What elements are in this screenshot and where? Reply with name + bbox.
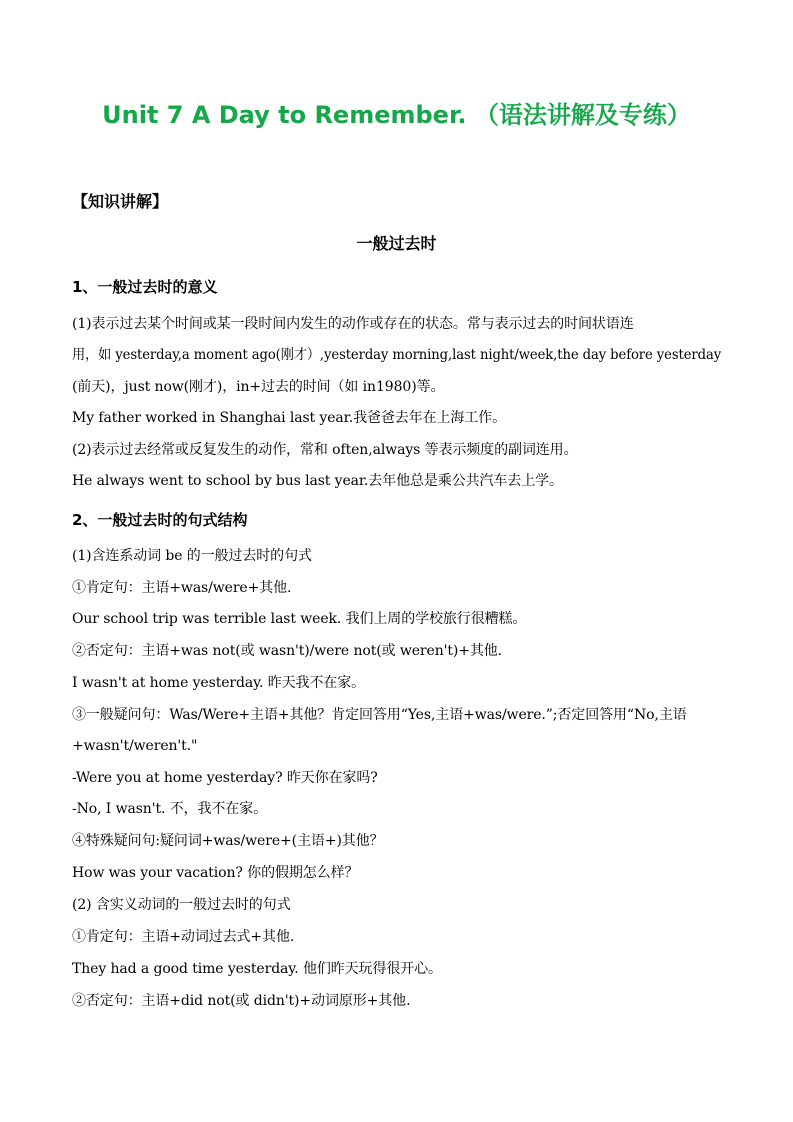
paragraph-line: ④特殊疑问句:疑问词+was/were+(主语+)其他？ (72, 833, 384, 849)
paragraph-line: +wasn't/weren't." (72, 738, 198, 754)
paragraph-line: (1)含连系动词 be 的一般过去时的句式 (72, 548, 312, 564)
paragraph-line: (2) 含实义动词的一般过去时的句式 (72, 897, 291, 913)
paragraph-line: (前天)，just now(刚才)，in+过去的时间（如 in1980)等。 (72, 379, 445, 395)
paragraph-line: (2)表示过去经常或反复发生的动作，常和 often,always 等表示频度的副词连用。 (72, 442, 578, 458)
page-title: Unit 7 A Day to Remember. （语法讲解及专练） (102, 101, 691, 129)
example-sentence: -No, I wasn't. 不，我不在家。 (72, 801, 267, 817)
topic-heading: 一般过去时 (356, 234, 437, 253)
paragraph-line: ③一般疑问句：Was/Were+主语+其他？肯定回答用“Yes,主语+was/were.”;否定回答用“No,主语 (72, 707, 687, 723)
example-sentence: My father worked in Shanghai last year.我爸爸去年在上海工作。 (72, 410, 506, 426)
example-sentence: I wasn't at home yesterday. 昨天我不在家。 (72, 675, 366, 691)
example-sentence: They had a good time yesterday. 他们昨天玩得很开心。 (72, 961, 442, 977)
heading-meaning: 1、一般过去时的意义 (72, 278, 218, 296)
example-sentence: How was your vacation? 你的假期怎么样？ (72, 865, 359, 881)
heading-structure: 2、一般过去时的句式结构 (72, 511, 248, 529)
example-sentence: Our school trip was terrible last week. 我们上周的学校旅行很糟糕。 (72, 611, 527, 627)
paragraph-line: 用，如 yesterday,a moment ago(刚才）,yesterday morning,last night/week,the day before yesterday (72, 347, 722, 363)
paragraph-line: ①肯定句：主语+was/were+其他. (72, 580, 292, 596)
example-sentence: -Were you at home yesterday? 昨天你在家吗? (72, 770, 378, 786)
paragraph-line: ②否定句：主语+did not(或 didn't)+动词原形+其他. (72, 993, 411, 1009)
paragraph-line: (1)表示过去某个时间或某一段时间内发生的动作或存在的状态。常与表示过去的时间状语连 (72, 316, 634, 332)
paragraph-line: ①肯定句：主语+动词过去式+其他. (72, 929, 295, 945)
example-sentence: He always went to school by bus last year.去年他总是乘公共汽车去上学。 (72, 473, 563, 489)
section-label: 【知识讲解】 (72, 192, 169, 211)
paragraph-line: ②否定句：主语+was not(或 wasn't)/were not(或 weren't)+其他. (72, 643, 503, 659)
